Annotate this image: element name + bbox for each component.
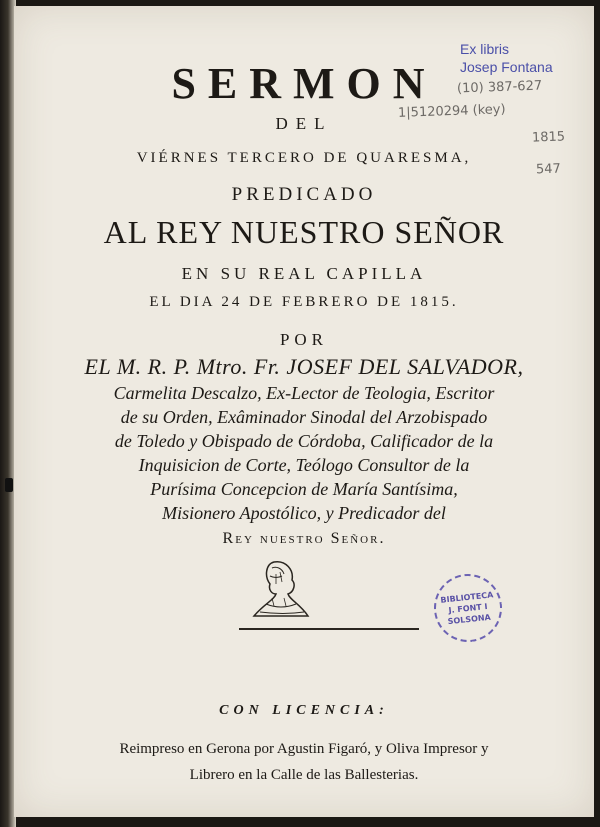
ex-libris-line-2: Josep Fontana [460,59,553,75]
stamp-top: BIBLIOTECA [440,589,494,605]
stamp-bottom: SOLSONA [447,612,492,626]
ex-libris-stamp [460,40,553,76]
imprint-line-1: Reimpreso en Gerona por Agustin Figaró, y Oliva Impresor y [119,741,489,757]
ornamental-rule [239,628,419,630]
bust-vignette [246,554,316,626]
author-name: EL M. R. P. Mtro. Fr. JOSEF DEL SALVADOR, [84,354,524,379]
author-line-3: de Toledo y Obispado de Córdoba, Calificador de la [114,431,494,451]
pencil-note-3: 1815 [531,129,566,146]
pencil-note-1: (10) 387-627 [456,78,543,97]
author-line-7: Rey nuestro Señor. [222,530,386,547]
pencil-note-4: 547 [535,161,562,178]
author-line-6: Misionero Apostólico, y Predicador del [162,503,446,523]
title-rey: AL REY NUESTRO SEÑOR [103,214,505,250]
binding-mark [5,478,13,492]
author-line-1: Carmelita Descalzo, Ex-Lector de Teologia, Escritor [113,383,495,403]
sermon-title: SERMON [171,59,437,108]
imprint-line-2: Librero en la Calle de las Ballesterias. [189,767,419,783]
title-occasion: VIÉRNES TERCERO DE QUARESMA, [136,150,472,166]
ex-libris-line-1: Ex libris [460,41,510,57]
author-line-5: Purísima Concepcion de María Santísima, [150,479,458,499]
title-page [14,6,594,817]
author-line-2: de su Orden, Exâminador Sinodal del Arzobispado [120,407,488,427]
title-date: EL DIA 24 DE FEBRERO DE 1815. [149,294,459,310]
title-capilla: EN SU REAL CAPILLA [181,264,427,283]
con-licencia: CON LICENCIA: [219,703,389,718]
pencil-note-2: 1|5120294 (key) [397,102,506,121]
stamp-mid: J. FONT I [448,601,488,615]
title-del: DEL [275,114,333,133]
author-line-4: Inquisicion de Corte, Teólogo Consultor de la [138,455,470,475]
title-predicado: PREDICADO [231,184,377,205]
author-por: POR [279,330,329,349]
